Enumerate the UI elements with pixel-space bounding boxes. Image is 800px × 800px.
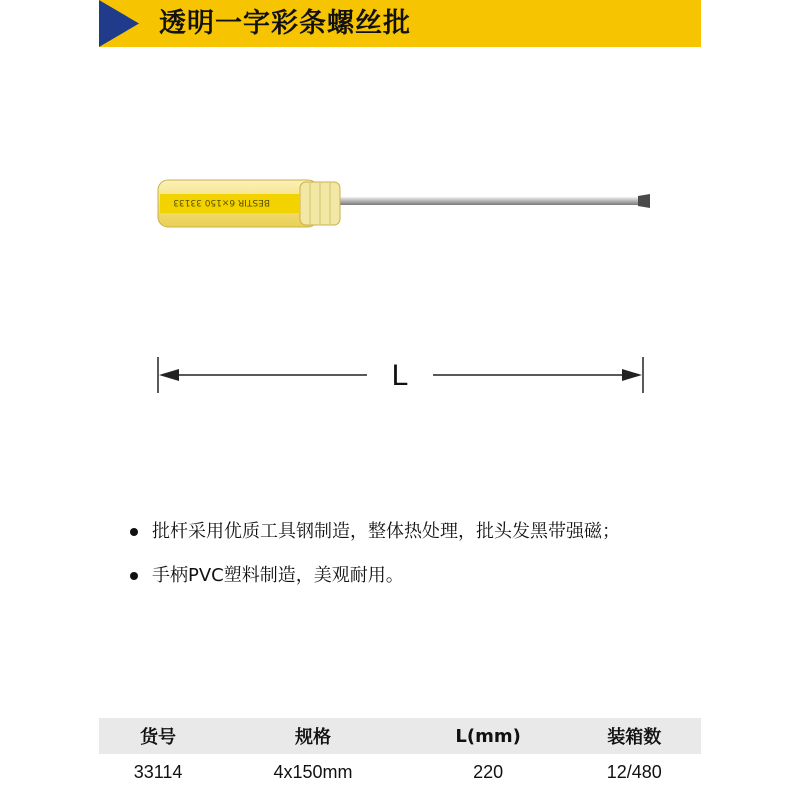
column-header-spec: 规格 [294, 727, 331, 748]
feature-item [128, 520, 728, 544]
chevron-right-icon [99, 0, 151, 47]
column-header-item-no: 货号 [140, 727, 177, 748]
svg-text:BESTIR 6×150 33133: BESTIR 6×150 33133 [173, 197, 270, 207]
spec-table [99, 718, 701, 790]
page-title: 透明一字彩条螺丝批 [159, 8, 411, 39]
cell-pack-qty: 12/480 [606, 761, 662, 782]
cell-item-no: 33114 [133, 761, 183, 782]
cell-spec: 4x150mm [273, 761, 353, 782]
feature-list [128, 520, 728, 608]
feature-text: 批杆采用优质工具钢制造，整体热处理，批头发黑带强磁； [152, 521, 620, 542]
length-label: L [391, 359, 409, 392]
column-header-pack-qty: 装箱数 [607, 727, 662, 748]
column-header-length: L(mm) [455, 725, 521, 747]
bullet-icon [130, 528, 138, 536]
cell-length: 220 [473, 761, 504, 782]
feature-text: 手柄PVC塑料制造，美观耐用。 [152, 565, 404, 586]
screwdriver-image [150, 170, 670, 240]
table-header-row [99, 718, 701, 754]
bullet-icon [130, 572, 138, 580]
feature-item [128, 564, 728, 588]
table-row [99, 754, 701, 790]
title-banner [99, 0, 701, 47]
